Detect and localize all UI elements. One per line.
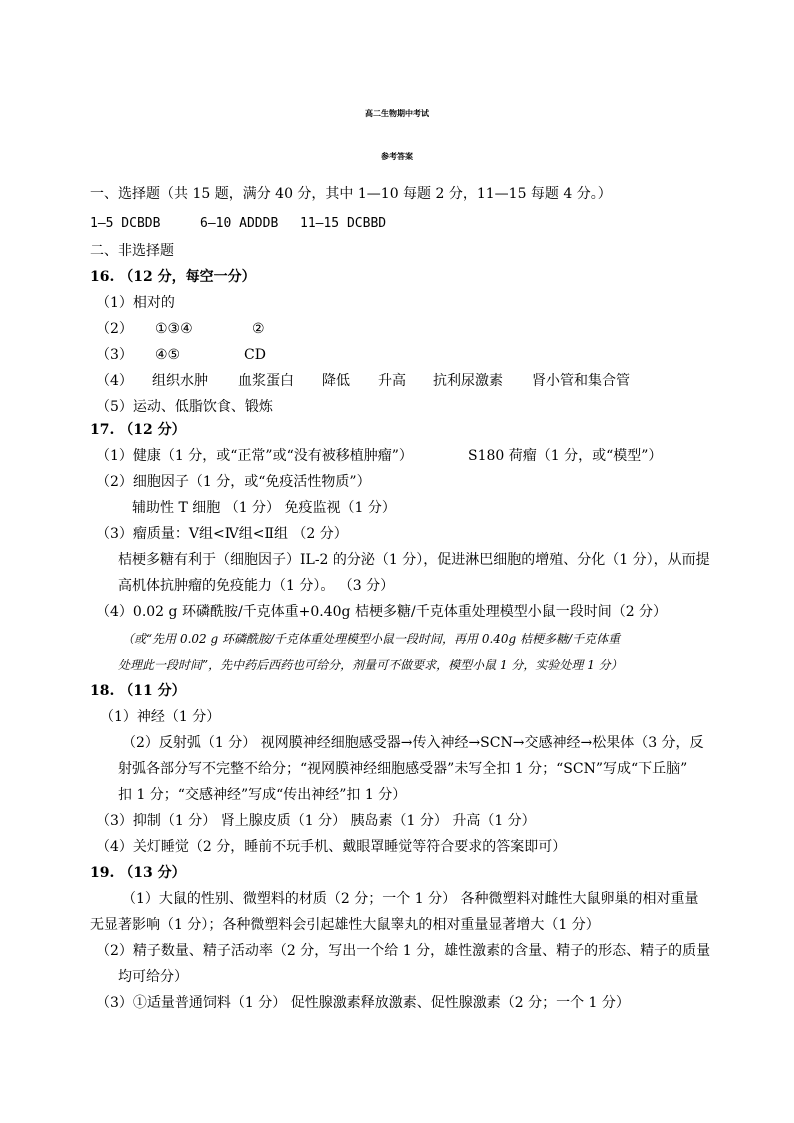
q16-line5: （5）运动、低脂饮食、锻炼 <box>96 399 273 415</box>
q16-line4-answer-6: 肾小管和集合管 <box>532 373 630 389</box>
q16-line4-answer-5: 抗利尿激素 <box>433 373 503 389</box>
q16-line2-label: （2） <box>96 321 133 337</box>
q16-heading: 16. （12 分，每空一分） <box>90 269 256 285</box>
q16-line4-answer-2: 血浆蛋白 <box>238 373 294 389</box>
q18-line2b: 射弧各部分写不完整不给分；“视网膜神经细胞感受器”未写全扣 1 分；“SCN”写成“下丘脑” <box>118 761 688 777</box>
q16-line2-answer-b: ② <box>252 321 265 337</box>
q18-line2a: （2）反射弧（1 分） 视网膜神经细胞感受器→传入神经→SCN→交感神经→松果体（3 分，反 <box>122 735 704 751</box>
q18-line1: （1）神经（1 分） <box>100 709 221 725</box>
q19-line2b: 均可给分） <box>118 969 188 985</box>
q17-line2a: （2）细胞因子（1 分，或“免疫活性物质”） <box>96 474 371 490</box>
q17-line3c: 高机体抗肿瘤的免疫能力（1 分）。 （3 分） <box>118 578 395 594</box>
q18-line3: （3）抑制（1 分） 肾上腺皮质（1 分） 胰岛素（1 分） 升高（1 分） <box>96 813 536 829</box>
q16-line4-label: （4） <box>96 373 133 389</box>
q17-line4c-note: 处理此一段时间”，先中药后西药也可给分，剂量可不做要求，模型小鼠 1 分，实验处理 1 分） <box>118 658 623 672</box>
q17-line3b: 桔梗多糖有利于（细胞因子）IL-2 的分泌（1 分），促进淋巴细胞的增殖、分化（1 分），从而提 <box>118 552 710 568</box>
q16-line4-answer-1: 组织水肿 <box>152 373 208 389</box>
q16-line4-answer-4: 升高 <box>378 373 406 389</box>
q18-line4: （4）关灯睡觉（2 分，睡前不玩手机、戴眼罩睡觉等符合要求的答案即可） <box>96 839 567 855</box>
q18-line2c: 扣 1 分；“交感神经”写成“传出神经”扣 1 分） <box>118 787 407 803</box>
q19-line1b: 无显著影响（1 分）；各种微塑料会引起雄性大鼠睾丸的相对重量显著增大（1 分） <box>90 917 600 933</box>
mc-answers-11-15: 11—15 DCBBD <box>300 216 387 231</box>
q18-heading: 18. （11 分） <box>90 683 186 699</box>
q16-line4-answer-3: 降低 <box>322 373 350 389</box>
q17-line2b: 辅助性 T 细胞 （1 分） 免疫监视（1 分） <box>132 500 396 516</box>
q16-line3-label: （3） <box>96 347 133 363</box>
section2-heading: 二、非选择题 <box>90 243 174 259</box>
section1-heading: 一、选择题（共 15 题，满分 40 分，其中 1—10 每题 2 分，11—15 每题 4 分。） <box>90 186 612 202</box>
mc-answers-6-10: 6—10 ADDDB <box>200 216 279 231</box>
q16-line3-answer-b: CD <box>244 347 266 363</box>
q17-line4a: （4）0.02 g 环磷酰胺/千克体重+0.40g 桔梗多糖/千克体重处理模型小鼠一段时间（2 分） <box>96 604 668 620</box>
q16-line2-answer-a: ①③④ <box>155 321 193 337</box>
page-title: 高二生物期中考试 <box>365 109 429 118</box>
q17-line4b-note: （或“先用 0.02 g 环磷酰胺/千克体重处理模型小鼠一段时间，再用 0.40g 桔梗多糖/千克体重 <box>122 632 621 646</box>
q19-line2a: （2）精子数量、精子活动率（2 分，写出一个给 1 分，雄性激素的含量、精子的形态、精子的质量 <box>96 943 711 959</box>
q19-heading: 19. （13 分） <box>90 865 186 881</box>
q17-line3a: （3）瘤质量：Ⅴ组<Ⅳ组<Ⅱ组 （2 分） <box>96 526 348 542</box>
q17-line1b: S180 荷瘤（1 分，或“模型”） <box>468 448 663 464</box>
q16-line1: （1）相对的 <box>96 295 175 311</box>
q19-line3: （3）①适量普通饲料（1 分） 促性腺激素释放激素、促性腺激素（2 分；一个 1 分） <box>96 995 630 1011</box>
page-subtitle: 参考答案 <box>381 152 413 161</box>
mc-answers-1-5: 1—5 DCBDB <box>90 216 161 231</box>
q17-heading: 17. （12 分） <box>90 422 186 438</box>
q19-line1a: （1）大鼠的性别、微塑料的材质（2 分；一个 1 分） 各种微塑料对雌性大鼠卵巢的相对重量 <box>122 891 699 907</box>
q16-line3-answer-a: ④⑤ <box>155 347 181 363</box>
q17-line1a: （1）健康（1 分，或“正常”或“没有被移植肿瘤”） <box>96 448 413 464</box>
